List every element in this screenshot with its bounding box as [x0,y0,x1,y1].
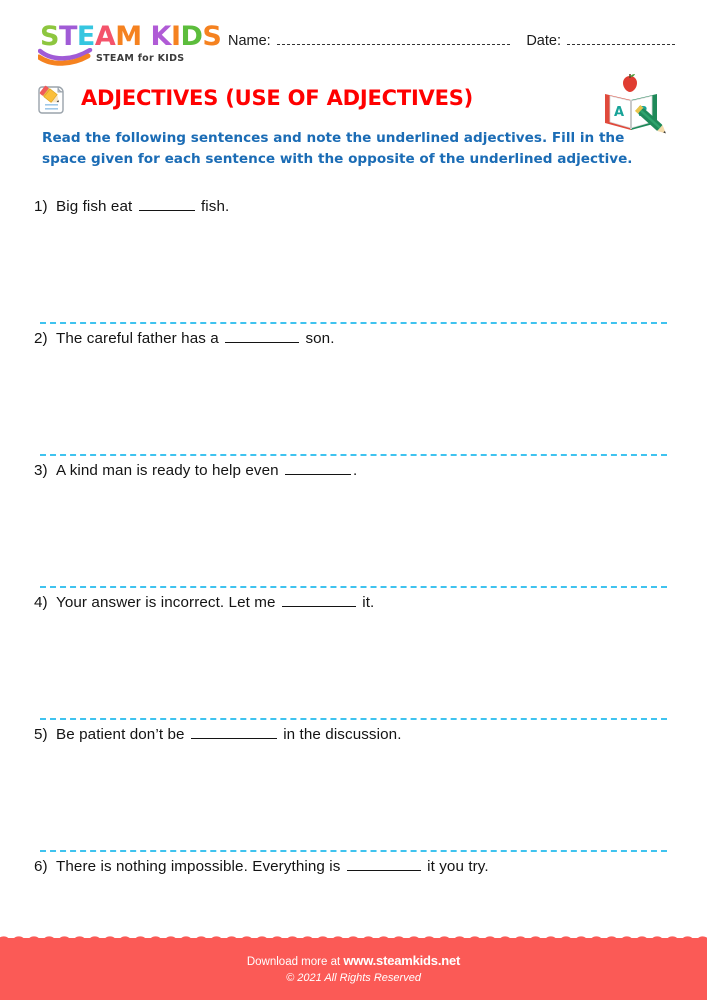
logo-letter: A [94,21,116,52]
pencil-writing-icon [31,78,71,118]
question-number: 4) [34,594,48,611]
question-sentence-fragment: it. [357,594,375,611]
question-sentence-fragment: in the discussion. [278,726,402,743]
question-block [0,324,707,456]
question-number: 6) [34,858,48,875]
footer-download-line [0,942,707,968]
logo-letter: M [115,21,142,52]
brand-logo [0,22,228,64]
question-number: 2) [34,330,48,347]
question-number: 3) [34,462,48,479]
instructions-text: Read the following sentences and note the underlined adjectives. Fill in the space given for each sentence with the opposite of the underlined adjective. [42,130,633,167]
question-number: 1) [34,198,48,215]
question-text [34,462,357,479]
name-label: Name: [228,33,271,49]
page-footer [0,942,707,1000]
page-header [0,22,707,74]
date-input[interactable] [567,44,675,45]
question-sentence-fragment: Big fish eat [56,198,137,215]
page-title: ADJECTIVES (USE OF ADJECTIVES) [81,86,474,110]
logo-letter: D [180,21,203,52]
name-date-row [228,22,707,49]
question-text [34,726,402,743]
answer-blank[interactable] [285,462,351,475]
question-sentence-fragment: fish. [196,198,230,215]
question-sentence-fragment: Be patient don’t be [56,726,189,743]
question-text [34,330,335,347]
question-block [0,720,707,852]
name-input[interactable] [277,44,511,45]
answer-blank[interactable] [347,858,421,871]
footer-download-prefix: Download more at [246,956,341,968]
question-sentence-fragment: it you try. [422,858,489,875]
answer-blank[interactable] [191,726,277,739]
logo-tagline: STEAM for KIDS [96,53,185,64]
question-text [34,198,229,215]
open-book-apple-pencil-icon [599,74,673,136]
logo-letter: K [150,21,171,52]
logo-letter [142,22,151,52]
question-block [0,456,707,588]
question-sentence-fragment: The careful father has a [56,330,224,347]
question-block [0,588,707,720]
question-sentence-fragment: son. [301,330,335,347]
logo-wordmark [40,22,228,52]
answer-blank[interactable] [225,330,299,343]
logo-letter: E [76,21,95,52]
logo-letter: S [202,21,222,52]
question-text [34,858,489,875]
date-label: Date: [526,33,561,49]
scallop-edge-decoration [0,932,707,944]
question-sentence-fragment: Your answer is incorrect. Let me [56,594,280,611]
footer-copyright: © 2021 All Rights Reserved [286,972,421,984]
logo-letter: T [58,21,77,52]
logo-letter: I [170,21,181,52]
title-row [0,76,707,120]
question-block [0,192,707,324]
question-number: 5) [34,726,48,743]
footer-site-link[interactable]: www.steamkids.net [343,953,461,968]
question-sentence-fragment: There is nothing impossible. Everything is [56,858,345,875]
question-text [34,594,374,611]
questions-list [0,192,707,984]
question-sentence-fragment: . [353,462,358,479]
answer-blank[interactable] [282,594,356,607]
svg-text:A: A [613,105,625,120]
question-sentence-fragment: A kind man is ready to help even [56,462,284,479]
answer-blank[interactable] [139,198,195,211]
logo-letter: S [40,21,59,52]
